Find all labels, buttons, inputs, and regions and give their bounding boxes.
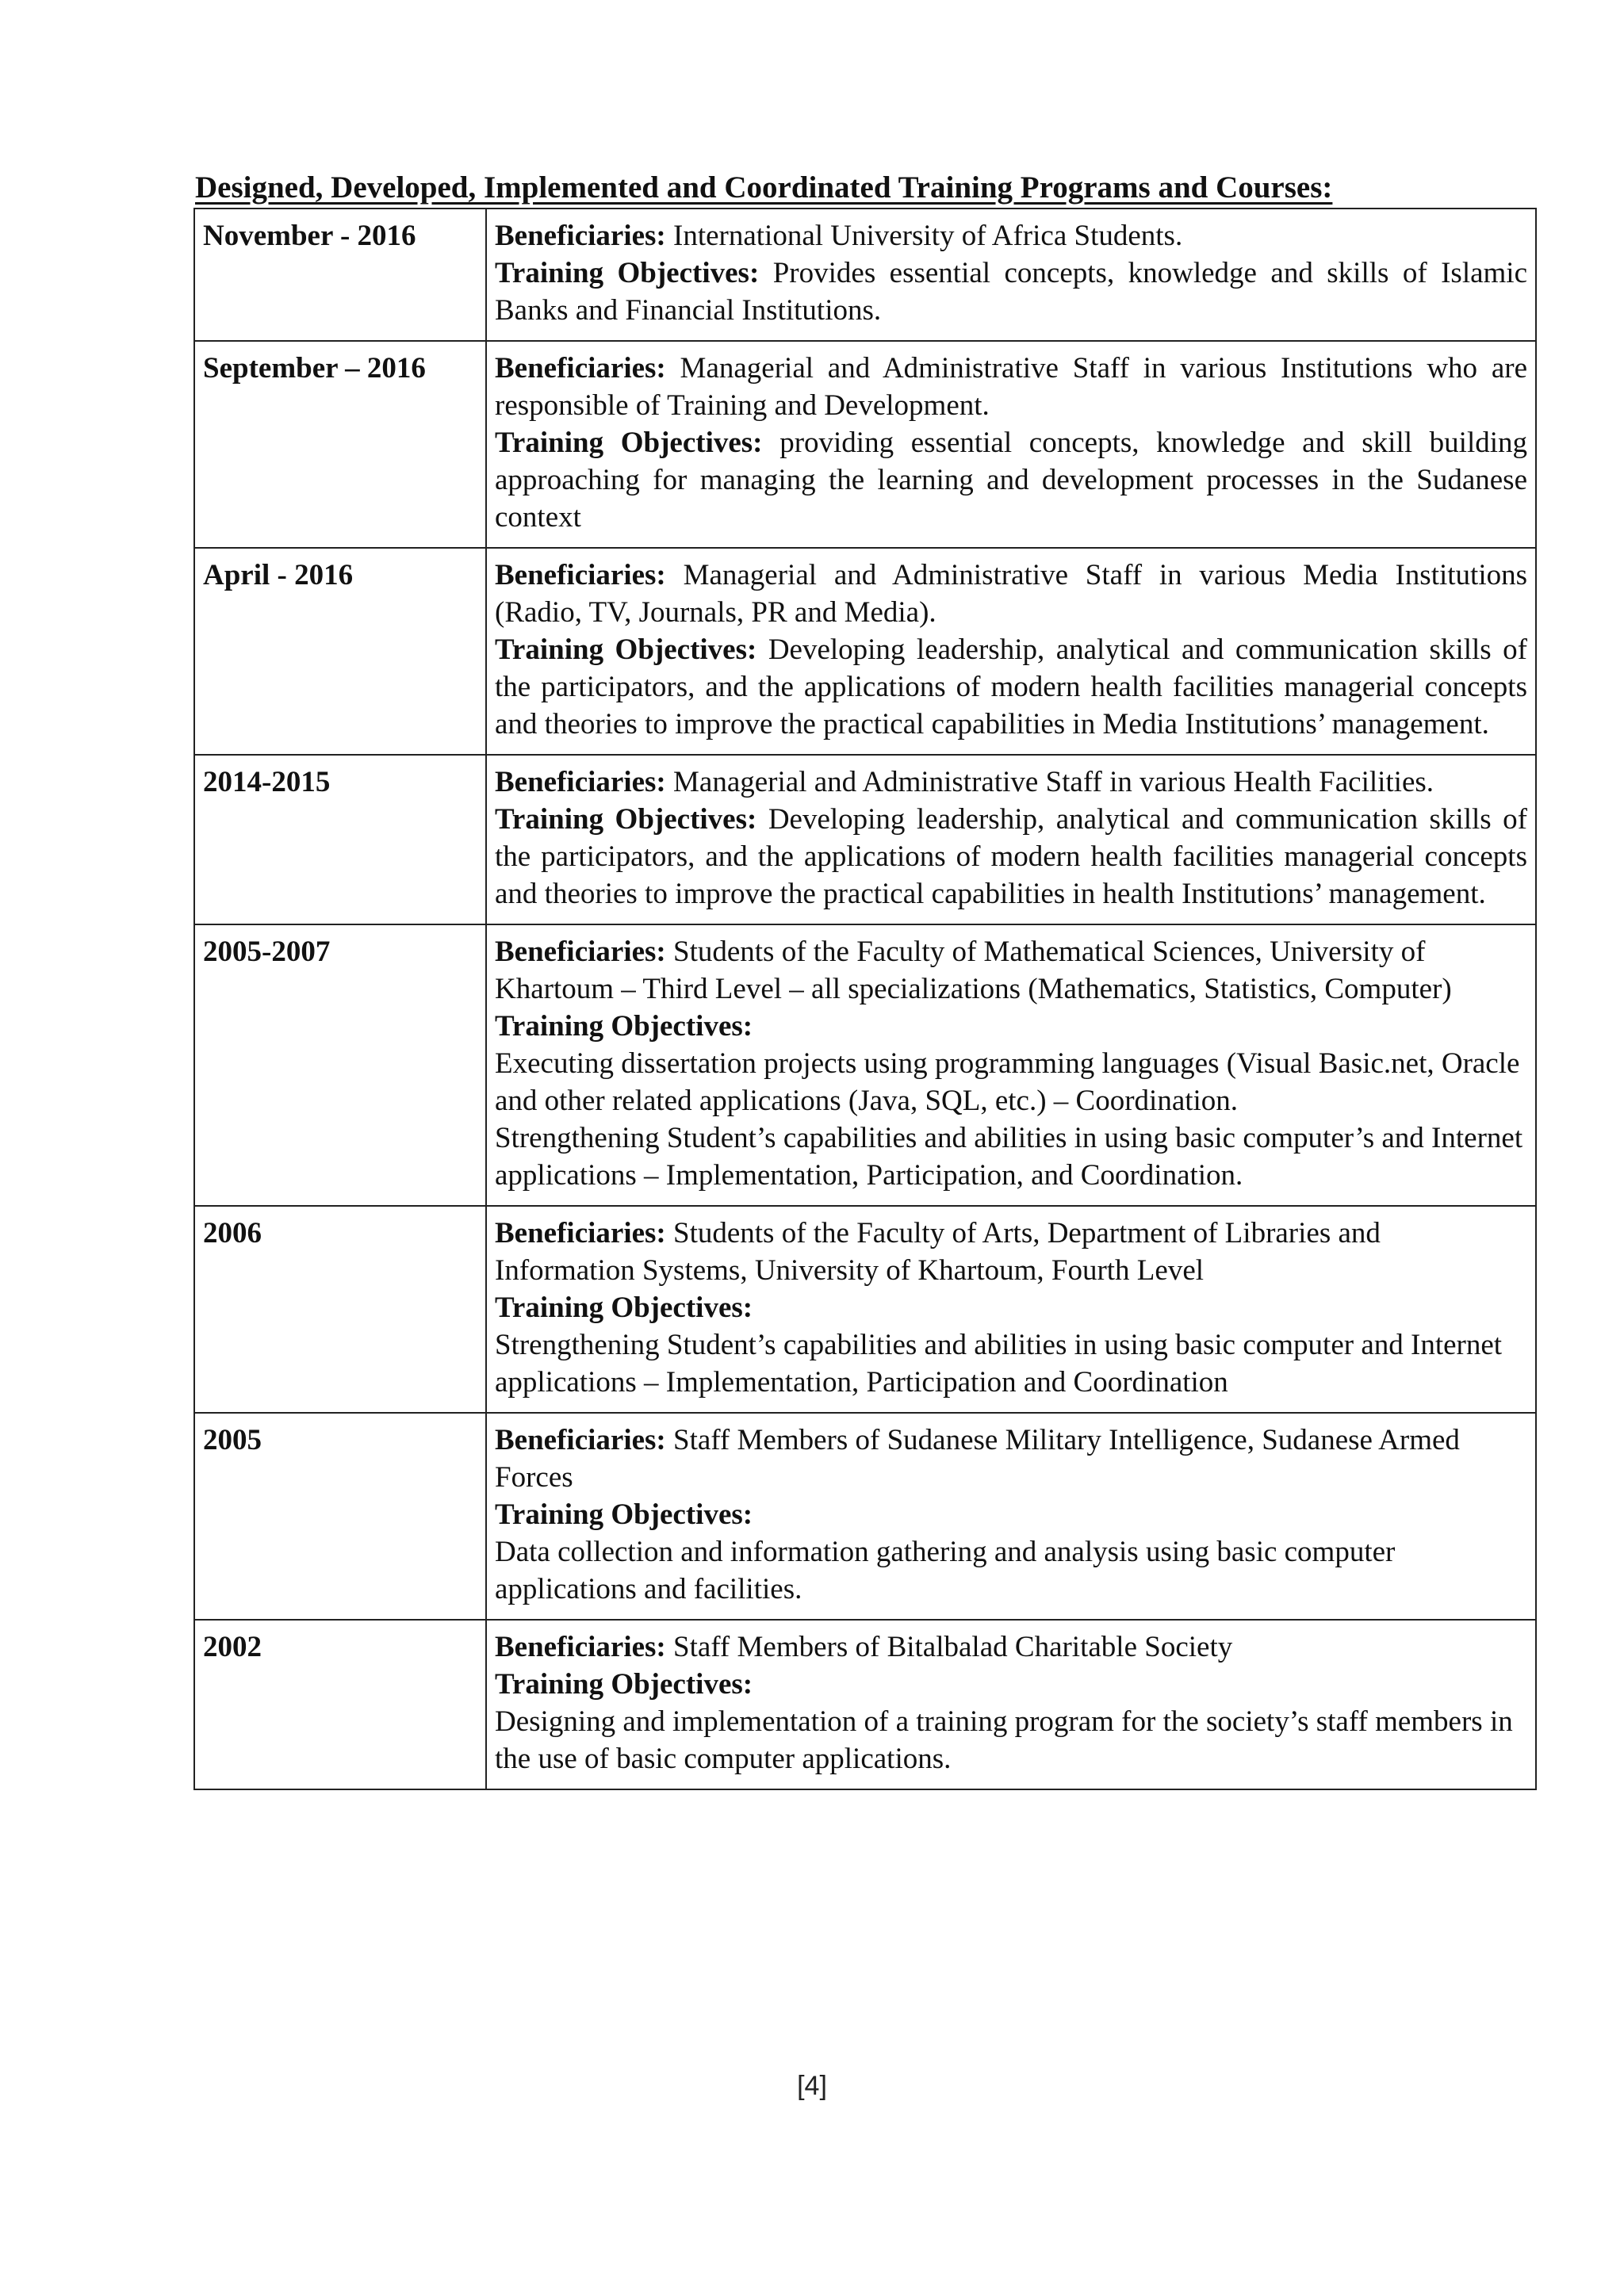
beneficiaries-text: International University of Africa Students. bbox=[673, 220, 1183, 252]
program-description bbox=[486, 209, 1536, 341]
section-heading: Designed, Developed, Implemented and Coordinated Training Programs and Courses: bbox=[195, 170, 1333, 205]
program-description bbox=[486, 1620, 1536, 1789]
beneficiaries-label: Beneficiaries: bbox=[495, 1424, 666, 1456]
objectives-text: providing essential concepts, knowledge and skill building approaching for managing the learning and development processes in the Sudanese context bbox=[495, 427, 1528, 534]
objectives-text: Provides essential concepts, knowledge and skills of Islamic Banks and Financial Institutions. bbox=[495, 257, 1527, 327]
program-date: November - 2016 bbox=[194, 209, 486, 341]
objectives-text: Developing leadership, analytical and communication skills of the participators, and the applications of modern health facilities managerial concepts and theories to improve the practical capabilities in Media Institutions’ management. bbox=[495, 633, 1527, 740]
objectives-label: Training Objectives: bbox=[495, 257, 760, 289]
beneficiaries-label: Beneficiaries: bbox=[495, 352, 666, 385]
objectives-text: Developing leadership, analytical and communication skills of the participators, and the applications of modern health facilities managerial concepts and theories to improve the practical capabilities in health Institutions’ management. bbox=[495, 803, 1527, 910]
beneficiaries-text: Students of the Faculty of Arts, Department of Libraries and Information Systems, University of Khartoum, Fourth Level bbox=[495, 1217, 1381, 1287]
beneficiaries-text: Managerial and Administrative Staff in various Health Facilities. bbox=[673, 766, 1434, 798]
table-row bbox=[194, 548, 1536, 755]
objectives-label: Training Objectives: bbox=[495, 427, 763, 459]
program-description bbox=[486, 1413, 1536, 1620]
beneficiaries-text: Staff Members of Bitalbalad Charitable Society bbox=[673, 1631, 1233, 1663]
beneficiaries-text: Managerial and Administrative Staff in various Media Institutions (Radio, TV, Journals, PR and Media). bbox=[495, 559, 1528, 629]
page-number: [4] bbox=[797, 2071, 827, 2101]
program-date: 2005 bbox=[194, 1413, 486, 1620]
beneficiaries-label: Beneficiaries: bbox=[495, 1217, 666, 1249]
beneficiaries-label: Beneficiaries: bbox=[495, 1631, 666, 1663]
beneficiaries-text: Managerial and Administrative Staff in various Institutions who are responsible of Training and Development. bbox=[495, 352, 1527, 422]
beneficiaries-text: Students of the Faculty of Mathematical Sciences, University of Khartoum – Third Level – all specializations (Mathematics, Statistics, Computer) bbox=[495, 936, 1452, 1005]
objective-line: Data collection and information gathering and analysis using basic computer applications and facilities. bbox=[495, 1536, 1396, 1605]
table-row bbox=[194, 1206, 1536, 1413]
objective-line: Executing dissertation projects using programming languages (Visual Basic.net, Oracle and other related applications (Java, SQL, etc.) – Coordination. bbox=[495, 1047, 1520, 1117]
program-description bbox=[486, 755, 1536, 924]
table-row bbox=[194, 755, 1536, 924]
objectives-label: Training Objectives: bbox=[495, 1498, 753, 1531]
program-date: 2005-2007 bbox=[194, 924, 486, 1206]
table-row bbox=[194, 341, 1536, 548]
program-description bbox=[486, 1206, 1536, 1413]
objective-line: Strengthening Student’s capabilities and abilities in using basic computer’s and Internet applications – Implementation, Participation, and Coordination. bbox=[495, 1122, 1523, 1192]
program-date: 2014-2015 bbox=[194, 755, 486, 924]
program-description bbox=[486, 341, 1536, 548]
table-row bbox=[194, 924, 1536, 1206]
program-date: September – 2016 bbox=[194, 341, 486, 548]
beneficiaries-label: Beneficiaries: bbox=[495, 220, 666, 252]
objectives-label: Training Objectives: bbox=[495, 1010, 753, 1043]
objective-line: Designing and implementation of a training program for the society’s staff members in the use of basic computer applications. bbox=[495, 1705, 1513, 1775]
beneficiaries-label: Beneficiaries: bbox=[495, 559, 666, 591]
objective-line: Strengthening Student’s capabilities and abilities in using basic computer and Internet applications – Implementation, Participation and Coordination bbox=[495, 1329, 1503, 1399]
table-row bbox=[194, 209, 1536, 341]
table-row bbox=[194, 1620, 1536, 1789]
beneficiaries-label: Beneficiaries: bbox=[495, 936, 666, 968]
beneficiaries-text: Staff Members of Sudanese Military Intelligence, Sudanese Armed Forces bbox=[495, 1424, 1460, 1494]
program-date: April - 2016 bbox=[194, 548, 486, 755]
beneficiaries-label: Beneficiaries: bbox=[495, 766, 666, 798]
training-programs-table bbox=[193, 208, 1537, 1790]
table-row bbox=[194, 1413, 1536, 1620]
objectives-label: Training Objectives: bbox=[495, 1668, 753, 1701]
program-description bbox=[486, 924, 1536, 1206]
program-date: 2006 bbox=[194, 1206, 486, 1413]
program-date: 2002 bbox=[194, 1620, 486, 1789]
objectives-label: Training Objectives: bbox=[495, 633, 757, 666]
objectives-label: Training Objectives: bbox=[495, 1292, 753, 1324]
objectives-label: Training Objectives: bbox=[495, 803, 757, 836]
program-description bbox=[486, 548, 1536, 755]
